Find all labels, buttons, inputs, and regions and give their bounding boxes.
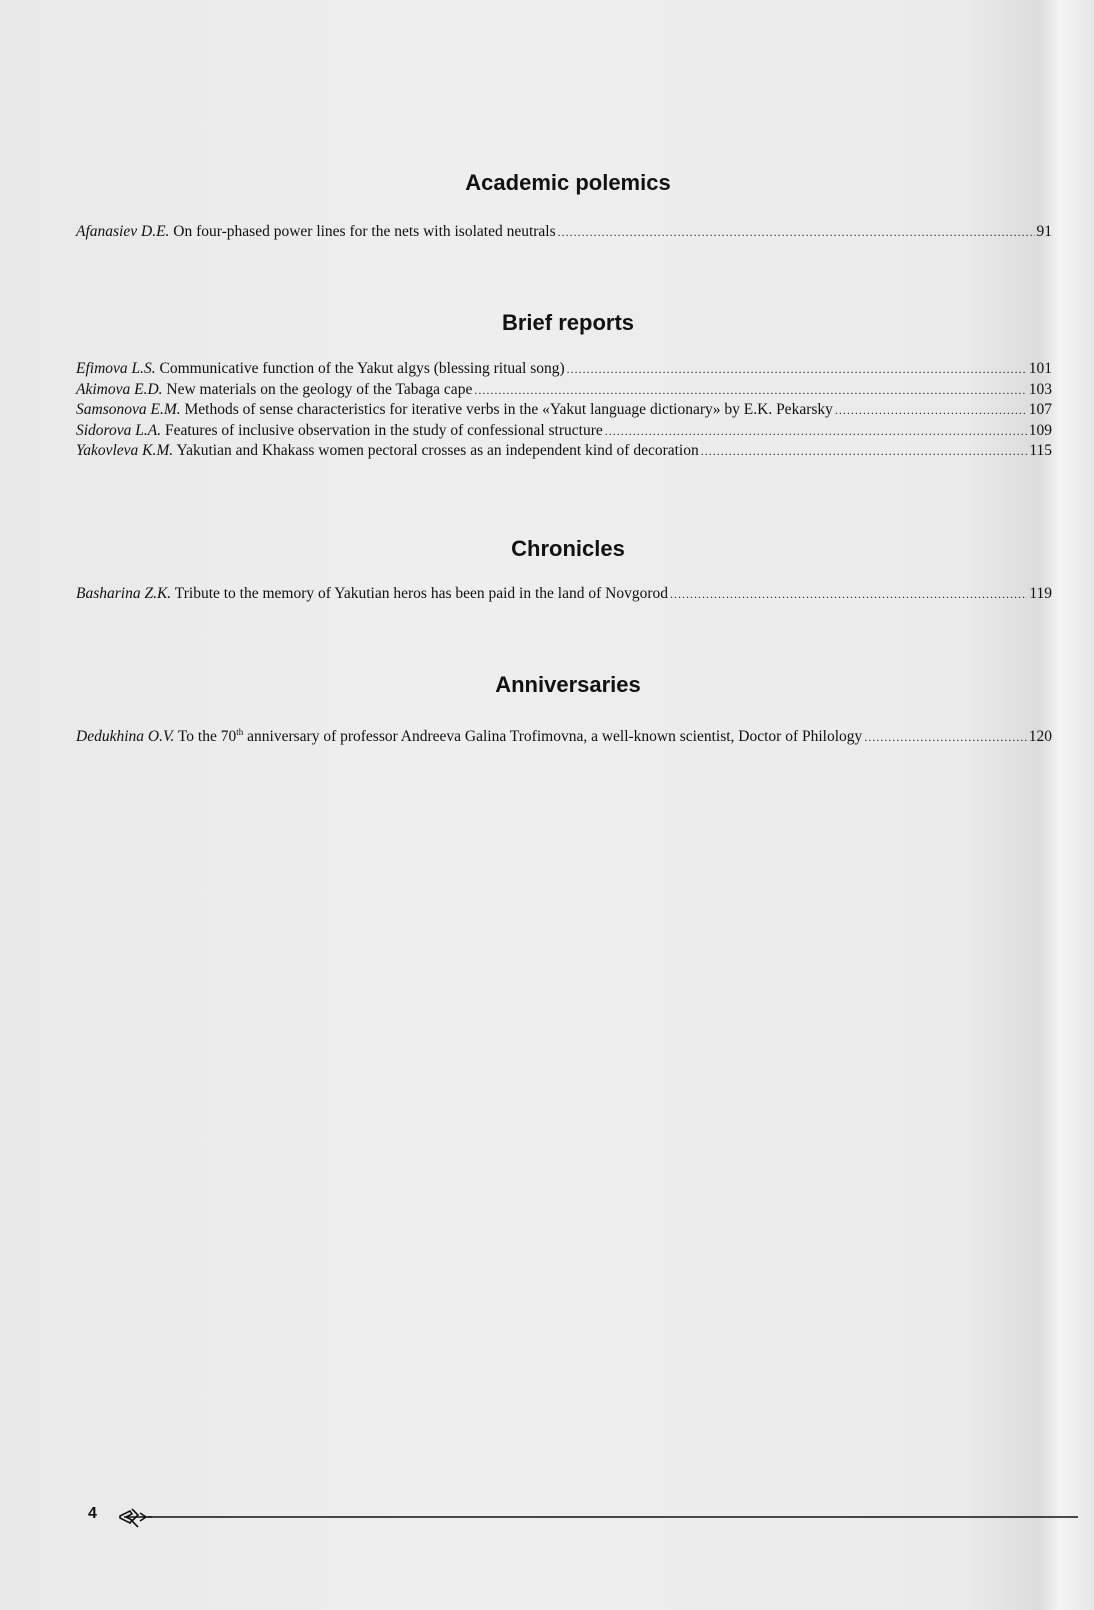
leader-dots <box>670 584 1027 605</box>
entry-author: Samsonova E.M. <box>76 401 181 418</box>
entry-title-before: To the 70 <box>177 728 237 746</box>
toc-section-brief-reports <box>76 359 1052 462</box>
entry-author: Afanasiev D.E. <box>76 223 170 240</box>
entry-title: Yakutian and Khakass women pectoral crosses as an independent kind of decoration <box>176 442 699 459</box>
toc-section-chronicles <box>76 584 1052 605</box>
entry-title: New materials on the geology of the Tabaga cape <box>166 380 473 398</box>
entry-page-number: 115 <box>1029 442 1052 459</box>
toc-section-academic-polemics <box>76 222 1052 243</box>
leader-dots <box>701 441 1028 462</box>
ornament-line-icon <box>118 1505 1078 1535</box>
entry-page-number: 107 <box>1028 401 1052 418</box>
leader-dots <box>835 400 1027 421</box>
entry-page-number: 109 <box>1028 421 1052 439</box>
section-heading-chronicles: Chronicles <box>511 536 625 561</box>
entry-page-number: 101 <box>1028 360 1052 377</box>
toc-entry[interactable] <box>76 222 1052 243</box>
entry-title: Features of inclusive observation in the study of confessional structure <box>164 421 603 439</box>
entry-title-after: anniversary of professor Andreeva Galina Trofimovna, a well-known scientist, Doctor of Philology <box>243 728 863 746</box>
toc-entry[interactable] <box>76 441 1052 462</box>
toc-entry[interactable] <box>76 359 1052 380</box>
section-heading-brief-reports: Brief reports <box>501 310 635 335</box>
footer-page-number: 4 <box>88 1505 97 1522</box>
entry-author: Akimova E.D. <box>76 380 163 398</box>
entry-author: Basharina Z.K. <box>76 585 172 602</box>
section-heading-academic-polemics: Academic polemics <box>465 170 671 195</box>
leader-dots <box>474 380 1026 401</box>
entry-title: Communicative function of the Yakut algys (blessing ritual song) <box>159 360 565 377</box>
section-heading-anniversaries: Anniversaries <box>495 672 641 697</box>
entry-page-number: 103 <box>1028 380 1052 398</box>
leader-dots <box>558 222 1035 243</box>
entry-title: Methods of sense characteristics for iterative verbs in the «Yakut language dictionary» by E.K. Pekarsky <box>184 401 833 418</box>
entry-author: Yakovleva K.M. <box>76 442 174 459</box>
page-footer <box>88 1505 1078 1535</box>
entry-page-number: 91 <box>1036 223 1052 240</box>
toc-entry[interactable] <box>76 722 1052 748</box>
toc-entry[interactable] <box>76 421 1052 442</box>
toc-entry[interactable] <box>76 400 1052 421</box>
entry-page-number: 120 <box>1028 728 1052 746</box>
leader-dots <box>605 421 1027 442</box>
entry-author: Dedukhina O.V. <box>76 728 175 746</box>
toc-entry[interactable] <box>76 584 1052 605</box>
leader-dots <box>567 359 1027 380</box>
entry-author: Sidorova L.A. <box>76 421 162 439</box>
entry-author: Efimova L.S. <box>76 360 156 377</box>
toc-entry[interactable] <box>76 380 1052 401</box>
entry-title: On four-phased power lines for the nets with isolated neutrals <box>173 223 556 240</box>
entry-title: Tribute to the memory of Yakutian heros has been paid in the land of Novgorod <box>174 585 668 602</box>
toc-section-anniversaries <box>76 722 1052 748</box>
leader-dots <box>864 727 1026 748</box>
entry-title-superscript: th <box>236 727 244 737</box>
entry-page-number: 119 <box>1029 585 1052 602</box>
